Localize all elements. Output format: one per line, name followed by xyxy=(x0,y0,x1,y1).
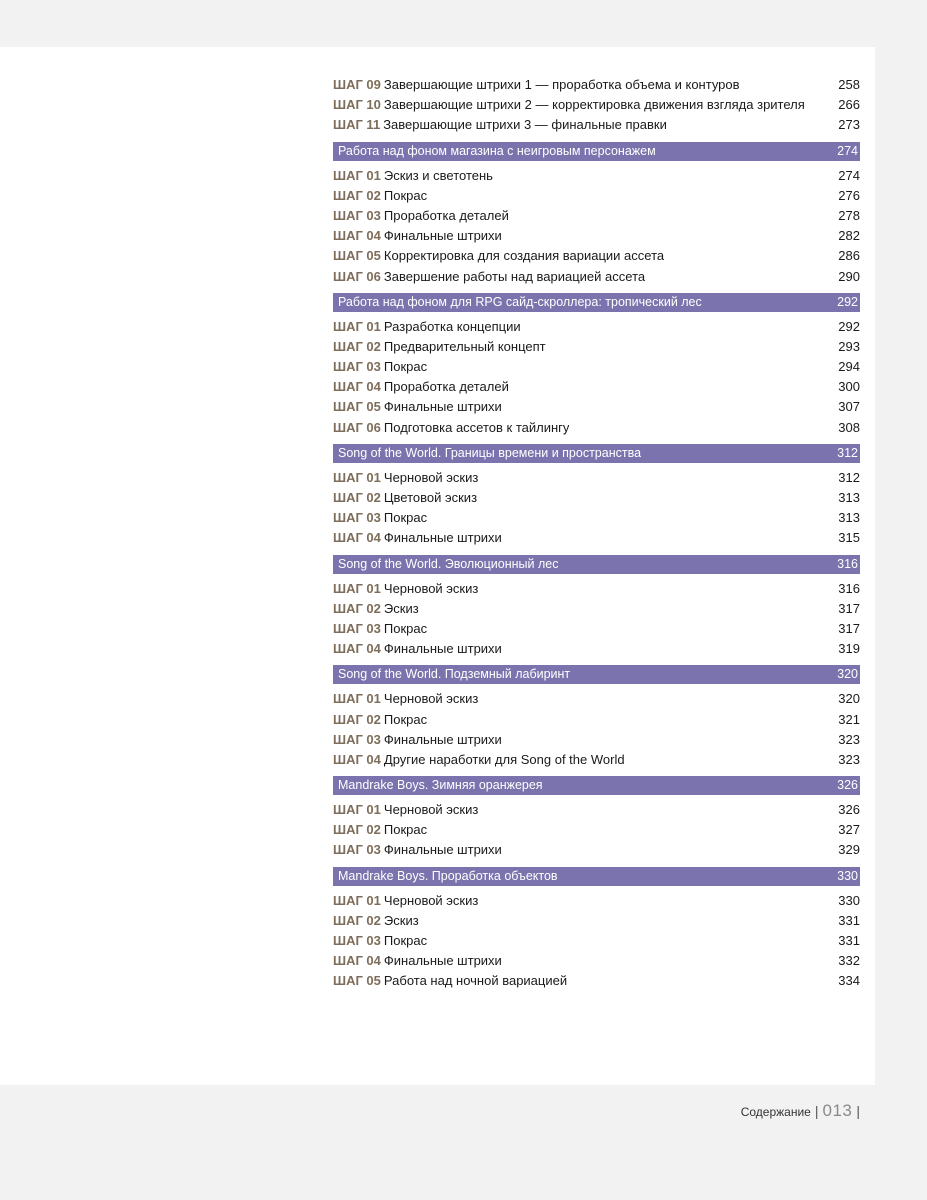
step-page-number: 316 xyxy=(838,580,860,596)
step-page-number: 319 xyxy=(838,641,860,657)
step-entry xyxy=(333,357,427,377)
toc-step-row xyxy=(333,599,860,619)
toc-step-row xyxy=(333,418,860,438)
toc-step-row xyxy=(333,166,860,186)
step-number: ШАГ 03 xyxy=(333,359,381,375)
chapter-title: Mandrake Boys. Проработка объектов xyxy=(338,868,558,883)
step-number: ШАГ 02 xyxy=(333,600,381,616)
step-page-number: 321 xyxy=(838,711,860,727)
step-entry xyxy=(333,418,569,438)
step-title: Покрас xyxy=(383,620,428,636)
step-entry xyxy=(333,246,664,266)
chapter-page-number: 316 xyxy=(837,556,858,571)
step-entry xyxy=(333,730,502,750)
step-entry xyxy=(333,226,502,246)
step-page-number: 326 xyxy=(838,802,860,818)
step-page-number: 273 xyxy=(838,117,860,133)
toc-step-row xyxy=(333,186,860,206)
page-footer xyxy=(741,1101,860,1121)
step-number: ШАГ 02 xyxy=(333,822,381,838)
footer-separator-trailing: | xyxy=(856,1103,860,1119)
step-title: Другие наработки для Song of the World xyxy=(383,751,625,767)
step-number: ШАГ 01 xyxy=(333,167,381,183)
step-number: ШАГ 04 xyxy=(333,228,381,244)
step-entry xyxy=(333,599,419,619)
step-title: Предварительный концепт xyxy=(383,338,546,354)
toc-step-row xyxy=(333,397,860,417)
chapter-header xyxy=(333,867,860,886)
step-entry xyxy=(333,840,502,860)
step-page-number: 317 xyxy=(838,600,860,616)
step-title: Проработка деталей xyxy=(383,207,509,223)
step-page-number: 327 xyxy=(838,822,860,838)
step-number: ШАГ 01 xyxy=(333,469,381,485)
step-page-number: 332 xyxy=(838,953,860,969)
step-page-number: 293 xyxy=(838,338,860,354)
step-title: Завершающие штрихи 1 — проработка объема и контуров xyxy=(383,77,740,92)
step-number: ШАГ 02 xyxy=(333,711,381,727)
step-entry xyxy=(333,579,478,599)
toc-step-row xyxy=(333,971,860,991)
step-page-number: 290 xyxy=(838,268,860,284)
step-title: Эскиз xyxy=(383,600,419,616)
toc-step-row xyxy=(333,639,860,659)
step-title: Финальные штрихи xyxy=(383,228,502,244)
step-title: Покрас xyxy=(383,711,428,727)
step-number: ШАГ 01 xyxy=(333,580,381,596)
step-page-number: 258 xyxy=(838,77,860,92)
chapter-page-number: 312 xyxy=(837,445,858,460)
toc-step-row xyxy=(333,337,860,357)
toc-step-row xyxy=(333,357,860,377)
toc-sections xyxy=(333,142,860,992)
step-title: Покрас xyxy=(383,822,428,838)
step-title: Завершение работы над вариацией ассета xyxy=(383,268,646,284)
toc-step-row xyxy=(333,206,860,226)
step-entry xyxy=(333,800,478,820)
step-entry xyxy=(333,639,502,659)
chapter-page-number: 292 xyxy=(837,294,858,309)
chapter-header xyxy=(333,293,860,312)
step-number: ШАГ 05 xyxy=(333,399,381,415)
chapter-title: Song of the World. Подземный лабиринт xyxy=(338,667,571,682)
step-entry xyxy=(333,820,427,840)
toc-step-row xyxy=(333,840,860,860)
step-page-number: 323 xyxy=(838,731,860,747)
step-title: Черновой эскиз xyxy=(383,580,479,596)
toc-step-row xyxy=(333,619,860,639)
step-number: ШАГ 10 xyxy=(333,97,381,113)
step-number: ШАГ 06 xyxy=(333,419,381,435)
step-entry xyxy=(333,528,502,548)
step-page-number: 286 xyxy=(838,248,860,264)
step-page-number: 292 xyxy=(838,318,860,334)
step-number: ШАГ 04 xyxy=(333,530,381,546)
step-entry xyxy=(333,166,493,186)
step-title: Работа над ночной вариацией xyxy=(383,973,568,989)
step-page-number: 308 xyxy=(838,419,860,435)
chapter-title: Работа над фоном магазина с неигровым персонажем xyxy=(338,143,656,158)
step-number: ШАГ 03 xyxy=(333,207,381,223)
toc-step-row xyxy=(333,508,860,528)
step-page-number: 276 xyxy=(838,187,860,203)
toc-step-row xyxy=(333,377,860,397)
step-entry xyxy=(333,750,625,770)
chapter-title: Mandrake Boys. Зимняя оранжерея xyxy=(338,778,543,793)
step-number: ШАГ 06 xyxy=(333,268,381,284)
step-page-number: 274 xyxy=(838,167,860,183)
step-number: ШАГ 04 xyxy=(333,953,381,969)
toc-step-row xyxy=(333,911,860,931)
step-page-number: 313 xyxy=(838,510,860,526)
step-entry xyxy=(333,377,509,397)
step-title: Черновой эскиз xyxy=(383,691,479,707)
toc-step-row xyxy=(333,800,860,820)
step-title: Финальные штрихи xyxy=(383,953,502,969)
step-number: ШАГ 11 xyxy=(333,117,381,133)
step-entry xyxy=(333,206,509,226)
step-title: Финальные штрихи xyxy=(383,641,502,657)
step-entry xyxy=(333,488,477,508)
toc-step-row xyxy=(333,317,860,337)
step-page-number: 300 xyxy=(838,379,860,395)
step-page-number: 315 xyxy=(838,530,860,546)
step-entry xyxy=(333,115,667,135)
step-number: ШАГ 04 xyxy=(333,379,381,395)
step-page-number: 282 xyxy=(838,228,860,244)
toc-step-row xyxy=(333,931,860,951)
step-entry xyxy=(333,508,427,528)
step-number: ШАГ 03 xyxy=(333,620,381,636)
table-of-contents xyxy=(333,75,860,992)
step-title: Финальные штрихи xyxy=(383,731,502,747)
chapter-header xyxy=(333,444,860,463)
toc-step-row xyxy=(333,710,860,730)
step-title: Эскиз и светотень xyxy=(383,167,493,183)
toc-step-row xyxy=(333,750,860,770)
step-title: Черновой эскиз xyxy=(383,802,479,818)
step-page-number: 294 xyxy=(838,359,860,375)
toc-step-row xyxy=(333,226,860,246)
footer-label: Содержание xyxy=(740,1105,811,1119)
step-page-number: 307 xyxy=(838,399,860,415)
step-entry xyxy=(333,317,521,337)
chapter-page-number: 330 xyxy=(837,868,858,883)
step-title: Завершающие штрихи 3 — финальные правки xyxy=(383,117,667,133)
step-title: Финальные штрихи xyxy=(383,399,502,415)
toc-step-row xyxy=(333,820,860,840)
step-number: ШАГ 03 xyxy=(333,510,381,526)
intro-steps xyxy=(333,75,860,136)
step-entry xyxy=(333,710,427,730)
page-number: 013 xyxy=(822,1101,853,1120)
step-number: ШАГ 02 xyxy=(333,187,381,203)
step-title: Подготовка ассетов к тайлингу xyxy=(383,419,570,435)
step-page-number: 329 xyxy=(838,842,860,858)
footer-separator: | xyxy=(814,1103,819,1119)
step-title: Черновой эскиз xyxy=(383,469,479,485)
step-title: Цветовой эскиз xyxy=(383,490,478,505)
step-title: Проработка деталей xyxy=(383,379,509,395)
step-number: ШАГ 01 xyxy=(333,318,381,334)
toc-step-row xyxy=(333,267,860,287)
step-entry xyxy=(333,689,478,709)
step-title: Покрас xyxy=(383,359,428,375)
step-entry xyxy=(333,337,546,357)
toc-step-row xyxy=(333,689,860,709)
toc-step-row xyxy=(333,891,860,911)
step-page-number: 313 xyxy=(838,490,860,505)
step-title: Черновой эскиз xyxy=(383,892,479,908)
step-title: Эскиз xyxy=(383,912,419,928)
chapter-title: Song of the World. Эволюционный лес xyxy=(338,556,559,571)
step-entry xyxy=(333,971,567,991)
toc-step-row xyxy=(333,95,860,115)
toc-step-row xyxy=(333,951,860,971)
step-entry xyxy=(333,911,419,931)
step-number: ШАГ 09 xyxy=(333,77,381,92)
step-entry xyxy=(333,186,427,206)
step-title: Разработка концепции xyxy=(383,318,521,334)
step-page-number: 266 xyxy=(838,97,860,113)
chapter-header xyxy=(333,142,860,161)
chapter-title: Работа над фоном для RPG сайд-скроллера: тропический лес xyxy=(338,294,702,309)
step-page-number: 330 xyxy=(838,892,860,908)
step-number: ШАГ 04 xyxy=(333,641,381,657)
step-page-number: 278 xyxy=(838,207,860,223)
chapter-header xyxy=(333,665,860,684)
toc-step-row xyxy=(333,468,860,488)
toc-step-row xyxy=(333,75,860,95)
step-number: ШАГ 01 xyxy=(333,802,381,818)
step-entry xyxy=(333,267,645,287)
step-title: Финальные штрихи xyxy=(383,530,502,546)
step-page-number: 334 xyxy=(838,973,860,989)
step-entry xyxy=(333,397,502,417)
step-title: Покрас xyxy=(383,187,428,203)
step-page-number: 320 xyxy=(838,691,860,707)
toc-step-row xyxy=(333,488,860,508)
step-entry xyxy=(333,468,478,488)
step-entry xyxy=(333,95,805,115)
step-number: ШАГ 03 xyxy=(333,842,381,858)
step-number: ШАГ 02 xyxy=(333,490,381,505)
chapter-page-number: 326 xyxy=(837,778,858,793)
step-number: ШАГ 05 xyxy=(333,248,381,264)
toc-step-row xyxy=(333,528,860,548)
step-number: ШАГ 05 xyxy=(333,973,381,989)
step-number: ШАГ 02 xyxy=(333,912,381,928)
chapter-header xyxy=(333,555,860,574)
step-entry xyxy=(333,891,478,911)
chapter-page-number: 320 xyxy=(837,667,858,682)
toc-step-row xyxy=(333,730,860,750)
step-title: Корректировка для создания вариации ассета xyxy=(383,248,665,264)
step-entry xyxy=(333,951,502,971)
step-page-number: 331 xyxy=(838,912,860,928)
chapter-page-number: 274 xyxy=(837,143,858,158)
step-title: Финальные штрихи xyxy=(383,842,502,858)
step-page-number: 323 xyxy=(838,751,860,767)
step-number: ШАГ 03 xyxy=(333,731,381,747)
toc-step-row xyxy=(333,246,860,266)
step-number: ШАГ 03 xyxy=(333,933,381,948)
step-entry xyxy=(333,931,427,951)
step-page-number: 331 xyxy=(838,933,860,948)
toc-step-row xyxy=(333,579,860,599)
chapter-title: Song of the World. Границы времени и пространства xyxy=(338,445,642,460)
step-number: ШАГ 04 xyxy=(333,751,381,767)
step-number: ШАГ 01 xyxy=(333,691,381,707)
step-page-number: 317 xyxy=(838,620,860,636)
step-entry xyxy=(333,75,740,95)
step-number: ШАГ 02 xyxy=(333,338,381,354)
step-number: ШАГ 01 xyxy=(333,892,381,908)
step-entry xyxy=(333,619,427,639)
step-title: Завершающие штрихи 2 — корректировка движения взгляда зрителя xyxy=(383,97,805,113)
chapter-header xyxy=(333,776,860,795)
step-page-number: 312 xyxy=(838,469,860,485)
step-title: Покрас xyxy=(383,510,428,526)
toc-step-row xyxy=(333,115,860,135)
step-title: Покрас xyxy=(383,933,428,948)
